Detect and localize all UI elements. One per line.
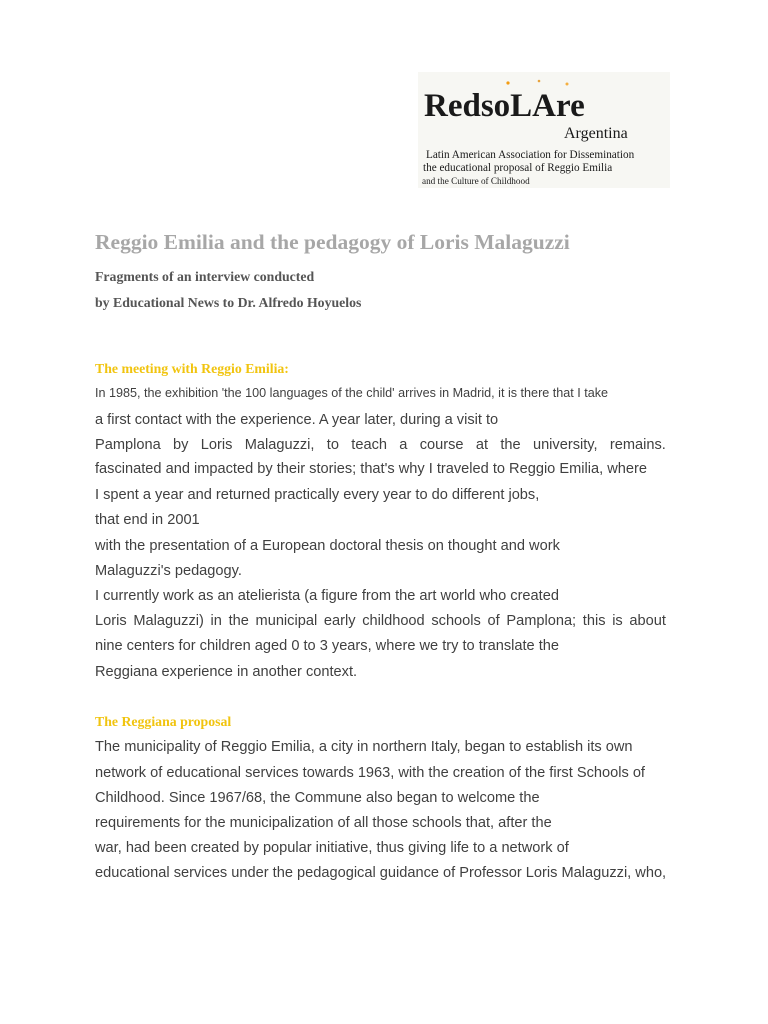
paragraph-line: educational services under the pedagogical guidance of Professor Loris Malaguzzi, who, bbox=[95, 865, 667, 881]
word: Pamplona; bbox=[506, 613, 577, 629]
paragraph-line: war, had been created by popular initiative, thus giving life to a network of bbox=[95, 840, 569, 856]
paragraph-line: In 1985, the exhibition 'the 100 languages of the child' arrives in Madrid, it is there that I take bbox=[95, 386, 609, 400]
word: Pamplona bbox=[95, 437, 161, 453]
word: municipal bbox=[255, 613, 318, 629]
word: Loris bbox=[200, 437, 233, 453]
paragraph-line bbox=[95, 612, 666, 630]
logo-name: RedsoLAre bbox=[424, 88, 585, 124]
word: university, bbox=[532, 437, 598, 453]
logo-dot bbox=[506, 81, 509, 84]
paragraph-line: I spent a year and returned practically every year to do different jobs, bbox=[95, 487, 540, 503]
paragraph-line bbox=[95, 436, 666, 454]
paragraph-line: that end in 2001 bbox=[95, 512, 200, 528]
paragraph-line: Malaguzzi's pedagogy. bbox=[95, 563, 242, 579]
paragraph-line: with the presentation of a European doctoral thesis on thought and work bbox=[95, 538, 560, 554]
word: Loris bbox=[95, 613, 127, 629]
paragraph-line: nine centers for children aged 0 to 3 years, where we try to translate the bbox=[95, 638, 560, 654]
logo-dot bbox=[538, 80, 541, 83]
paragraph-line: The municipality of Reggio Emilia, a city in northern Italy, began to establish its own bbox=[95, 739, 633, 755]
section-heading-proposal: The Reggiana proposal bbox=[95, 714, 232, 729]
logo-tagline: the educational proposal of Reggio Emilia bbox=[423, 162, 613, 174]
word: Malaguzzi) bbox=[133, 613, 204, 629]
word: Malaguzzi, bbox=[244, 437, 315, 453]
word: schools bbox=[431, 613, 481, 629]
word: by bbox=[173, 437, 189, 453]
word: course bbox=[419, 437, 464, 453]
logo bbox=[418, 72, 670, 188]
subtitle-line: Fragments of an interview conducted bbox=[95, 269, 315, 284]
paragraph-line: a first contact with the experience. A year later, during a visit to bbox=[95, 412, 499, 428]
word: a bbox=[399, 437, 408, 453]
logo-country: Argentina bbox=[564, 125, 628, 142]
paragraph-line: Reggiana experience in another context. bbox=[95, 664, 358, 680]
word: teach bbox=[351, 437, 387, 453]
word: the bbox=[500, 437, 521, 453]
subtitle-line: by Educational News to Dr. Alfredo Hoyuelos bbox=[95, 295, 362, 310]
word: about bbox=[629, 613, 666, 629]
word: childhood bbox=[362, 613, 425, 629]
logo-tagline: Latin American Association for Dissemination bbox=[426, 149, 635, 161]
word: is bbox=[612, 613, 623, 629]
paragraph-line: fascinated and impacted by their stories; that's why I traveled to Reggio Emilia, where bbox=[95, 461, 647, 477]
page-title: Reggio Emilia and the pedagogy of Loris Malaguzzi bbox=[95, 230, 570, 254]
paragraph-line: requirements for the municipalization of all those schools that, after the bbox=[95, 815, 552, 831]
word: to bbox=[326, 437, 339, 453]
word: of bbox=[487, 613, 500, 629]
word: in bbox=[210, 613, 222, 629]
word: this bbox=[582, 613, 606, 629]
paragraph-line: network of educational services towards 1963, with the creation of the first Schools of bbox=[95, 765, 645, 781]
logo-tagline: and the Culture of Childhood bbox=[422, 176, 530, 186]
word: early bbox=[323, 613, 356, 629]
paragraph-line: Childhood. Since 1967/68, the Commune also began to welcome the bbox=[95, 790, 540, 806]
word: the bbox=[228, 613, 249, 629]
word: remains. bbox=[609, 437, 666, 453]
section-heading-meeting: The meeting with Reggio Emilia: bbox=[95, 361, 289, 376]
word: at bbox=[475, 437, 489, 453]
paragraph-line: I currently work as an atelierista (a figure from the art world who created bbox=[95, 588, 559, 604]
